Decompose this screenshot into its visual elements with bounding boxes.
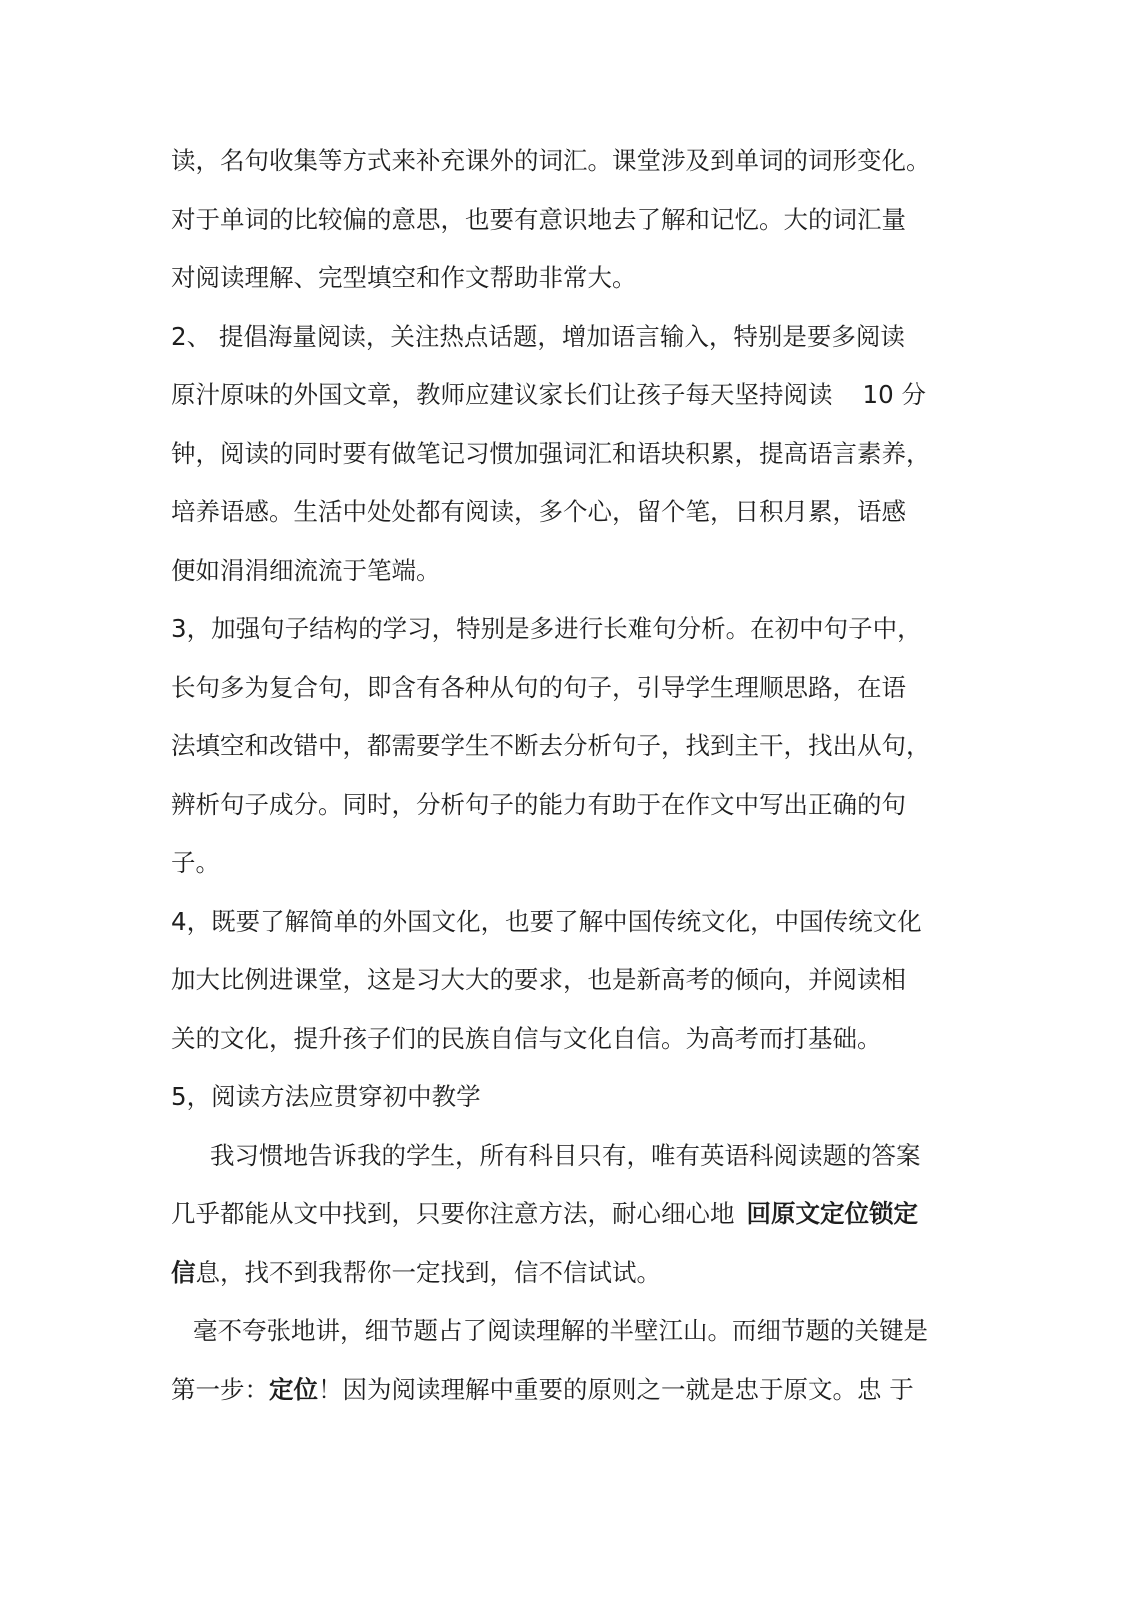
text-line-5 [171,378,926,412]
text-line-5-main: 原汁原味的外国文章，教师应建议家长们让孩子每天坚持阅读 [171,380,833,409]
text-line-14: 4，既要了解简单的外国文化，也要了解中国传统文化，中国传统文化 [171,907,922,936]
text-line-20 [171,1256,661,1290]
text-line-22 [171,1373,914,1407]
text-line-9: 3，加强句子结构的学习，特别是多进行长难句分析。在初中句子中， [171,614,922,643]
text-line-2: 对于单词的比较偏的意思，也要有意识地去了解和记忆。大的词汇量 [171,205,906,234]
text-line-11: 法填空和改错中，都需要学生不断去分析句子，找到主干，找出从句， [171,731,931,760]
text-line-8: 便如涓涓细流流于笔端。 [171,556,441,585]
text-line-10: 长句多为复合句，即含有各种从句的句子，引导学生理顺思路，在语 [171,673,906,702]
bold-phrase-relocate: 回原文定位锁定 [746,1199,918,1228]
text-line-18: 我习惯地告诉我的学生，所有科目只有，唯有英语科阅读题的答案 [210,1141,921,1170]
text-line-13: 子。 [171,848,220,877]
text-line-22-end: ！因为阅读理解中重要的原则之一就是忠于原文。忠 于 [318,1375,914,1404]
text-line-15: 加大比例进课堂，这是习大大的要求，也是新高考的倾向，并阅读相 [171,965,906,994]
bold-phrase-locate: 定位 [269,1375,318,1404]
text-line-19 [171,1197,918,1231]
text-line-17: 5，阅读方法应贯穿初中教学 [171,1082,481,1111]
text-line-21: 毫不夸张地讲，细节题占了阅读理解的半壁江山。而细节题的关键是 [193,1316,928,1345]
bold-phrase-relocate-cont: 信 [171,1258,196,1287]
text-line-4: 2、 提倡海量阅读，关注热点话题，增加语言输入，特别是要多阅读 [171,322,905,351]
text-line-19-main: 几乎都能从文中找到，只要你注意方法，耐心细心地 [171,1199,735,1228]
text-line-5-tail: 10 分 [862,380,926,409]
text-line-3: 对阅读理解、完型填空和作文帮助非常大。 [171,263,637,292]
text-line-20-main: 息，找不到我帮你一定找到，信不信试试。 [195,1258,661,1287]
text-line-12: 辨析句子成分。同时，分析句子的能力有助于在作文中写出正确的句 [171,790,906,819]
text-line-1: 读，名句收集等方式来补充课外的词汇。课堂涉及到单词的词形变化。 [171,146,931,175]
text-line-7: 培养语感。生活中处处都有阅读，多个心，留个笔，日积月累，语感 [171,497,906,526]
text-line-22-start: 第一步： [171,1375,269,1404]
text-line-6: 钟，阅读的同时要有做笔记习惯加强词汇和语块积累，提高语言素养， [171,439,931,468]
text-line-16: 关的文化，提升孩子们的民族自信与文化自信。为高考而打基础。 [171,1024,882,1053]
